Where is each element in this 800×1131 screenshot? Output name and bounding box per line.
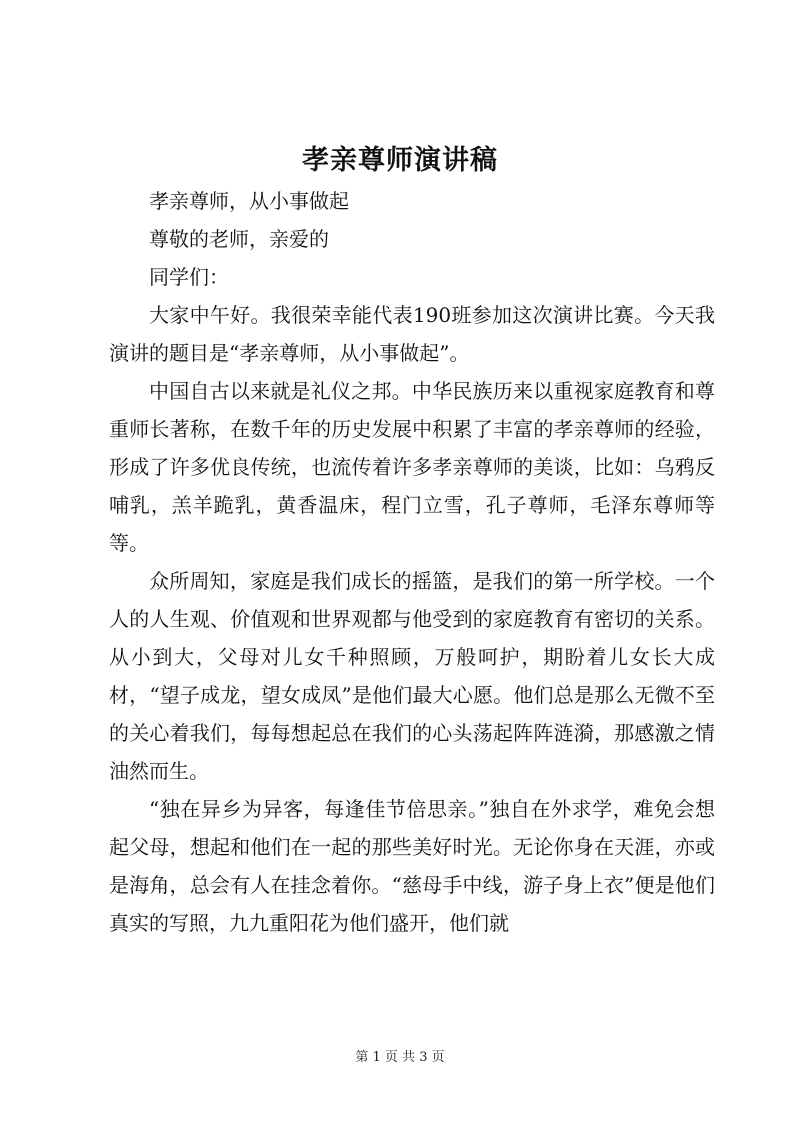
- paragraph-tradition: 中国自古以来就是礼仪之邦。中华民族历来以重视家庭教育和尊重师长著称，在数千年的历史发展中积累了丰富的孝亲尊师的经验，形成了许多优良传统，也流传着许多孝亲尊师的美谈，比如：乌鸦反哺乳，羔羊跪乳，黄香温床，程门立雪，孔子尊师，毛泽东尊师等等。: [109, 379, 715, 555]
- paragraph-subtitle: 孝亲尊师，从小事做起: [149, 189, 349, 213]
- paragraph-intro: 大家中午好。我很荣幸能代表190班参加这次演讲比赛。今天我演讲的题目是“孝亲尊师，从小事做起”。: [109, 303, 715, 365]
- paragraph-salutation: 尊敬的老师，亲爱的: [149, 227, 329, 251]
- paragraph-family: 众所周知，家庭是我们成长的摇篮，是我们的第一所学校。一个人的人生观、价值观和世界观都与他受到的家庭教育有密切的关系。从小到大，父母对儿女千种照顾，万般呵护，期盼着儿女长大成材，“望子成龙，望女成凤”是他们最大心愿。他们总是那么无微不至的关心着我们，每每想起总在我们的心头荡起阵阵涟漪，那感激之情油然而生。: [109, 569, 715, 783]
- document-body: [109, 182, 715, 942]
- document-title: 孝亲尊师演讲稿: [302, 145, 498, 176]
- page-footer: 第 1 页 共 3 页: [355, 1050, 445, 1065]
- paragraph-salutation-cont: 同学们：: [149, 265, 229, 289]
- paragraph-homesick: “独在异乡为异客，每逢佳节倍思亲。”独自在外求学，难免会想起父母，想起和他们在一起的那些美好时光。无论你身在天涯，亦或是海角，总会有人在挂念着你。“慈母手中线，游子身上衣”便是他们真实的写照，九九重阳花为他们盛开，他们就: [109, 797, 715, 935]
